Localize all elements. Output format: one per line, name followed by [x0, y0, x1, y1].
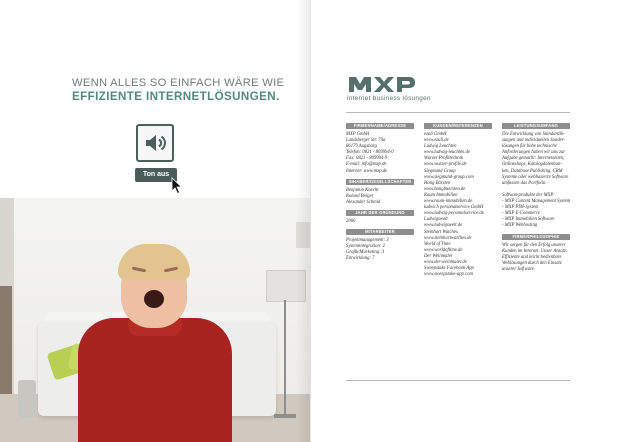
section-text-line: Onlineshops, Katalogdatenban-: [502, 162, 562, 168]
section-header: MITARBEITER: [346, 229, 414, 235]
section-text-line: - MXP Immobilien Software: [502, 217, 555, 223]
speaker-icon: [143, 131, 167, 155]
section-text-line: www.siegmund-group.com: [424, 174, 474, 180]
section-text-line: www.worldoftime.de: [424, 247, 463, 253]
section-text-line: www.steinhartwatches.de: [424, 235, 472, 241]
section-header: LEISTUNGSUMFANG: [502, 123, 570, 129]
section-text-line: Siegmund Group: [424, 168, 456, 174]
section-text-line: 2000: [346, 218, 356, 224]
section-text-line: Der Weinmaler: [424, 253, 453, 259]
top-divider: [346, 112, 570, 113]
section-text-line: lösungen für hohe technische: [502, 144, 557, 150]
section-text-line: www.raum-immobilien.de: [424, 199, 473, 205]
section-text-line: sungen und individuellen Sonder-: [502, 138, 566, 144]
section-text-line: Wurzer Profiltechnik: [424, 156, 464, 162]
section-text-line: Systemintegration: 2: [346, 244, 385, 250]
section-text-line: ludwich personalservice GmbH: [424, 205, 484, 211]
section-header: FIRMENPHILOSOPHIE: [502, 234, 570, 240]
shelf: [0, 286, 12, 406]
section-text-line: www.sweepstake-app.com: [424, 272, 473, 278]
section-text-line: www.ludwigswelt.de: [424, 223, 463, 229]
section-text-line: www.ludwig-leuchten.de: [424, 150, 471, 156]
section-text-line: Sweepstake Facebook App: [424, 266, 474, 272]
section-text-line: Kunden im Internet. Unser Ansatz:: [502, 248, 568, 254]
page-fold-shadow: [296, 0, 310, 442]
section-text-line: Effiziente und leicht bedienbare: [502, 254, 562, 260]
profile-column: [424, 123, 492, 278]
section-header: KUNDEN/REFERENZEN: [424, 123, 492, 129]
logo-tagline: internet business lösungen: [347, 95, 431, 102]
section-text-line: Weblösungen durch den Einsatz: [502, 260, 562, 266]
section-text-line: www.wurzer-profile.de: [424, 162, 467, 168]
section-header: JAHR DER GRÜNDUNG: [346, 210, 414, 216]
section-text-line: Systeme oder webbasierte Software: [502, 174, 569, 180]
section-text-line: Telefon: 0821 - 809994-0: [346, 150, 394, 156]
floor-lamp-pole: [284, 300, 286, 418]
section-text-line: Alexander Schmid: [346, 199, 381, 205]
section-text-line: - MXP Content Management System: [502, 199, 571, 205]
section-text-line: ezuli GmbH: [424, 132, 447, 137]
mute-button[interactable]: Ton aus: [135, 168, 177, 182]
section-text-line: Benjamin Knecht: [346, 187, 379, 193]
section-text-line: Steinhart Watches: [424, 229, 458, 235]
section-text-line: Aufgabe gemacht: Internetseiten,: [502, 156, 565, 162]
red-sweater: [78, 318, 232, 442]
section-header: INHABER/GESELLSCHAFTER: [346, 179, 414, 185]
section-text-line: ken, Database Publishing, CRM: [502, 168, 563, 174]
profile-column: [502, 123, 570, 273]
section-text-line: Entwicklung: 7: [346, 256, 375, 262]
section-text-line: World of Time: [424, 241, 451, 247]
section-text-line: - MXP E-Commerce: [502, 211, 541, 217]
section-text-line: Raum Immobilien: [424, 192, 458, 198]
vase: [18, 380, 36, 418]
section-text-line: Wir sorgen für den Erfolg unserer: [502, 242, 566, 248]
section-text-line: E-mail: info@mxp.de: [346, 162, 387, 168]
mouse-cursor-icon: [171, 177, 183, 195]
child-hair: [118, 244, 190, 280]
section-text-line: - MXP Webhosting: [502, 223, 538, 229]
section-text-line: - MXP PIM-System: [502, 205, 539, 211]
bottom-divider: [346, 380, 570, 381]
section-text-line: Ludwigswelt: [424, 217, 448, 223]
headline-line-1: WENN ALLES SO EINFACH WÄRE WIE: [72, 77, 285, 89]
section-text-line: Roland Berger: [346, 193, 374, 199]
headline: [72, 77, 284, 103]
open-mouth: [144, 290, 164, 308]
section-text-line: Die Entwicklung von Standardlö-: [502, 132, 565, 137]
section-text-line: Internet: www.mxp.de: [346, 168, 388, 174]
mxp-logo: [347, 74, 417, 94]
section-text-line: www.der-weinmaler.de: [424, 259, 467, 265]
section-text-line: umfassen das Portfolio.: [502, 180, 547, 186]
profile-column: [346, 123, 414, 262]
section-text-line: Hang Börsten: [424, 180, 451, 186]
section-text-line: Fax: 0821 - 809994-9: [346, 156, 388, 162]
section-text-line: Softwareprodukte der MXP:: [502, 192, 555, 198]
page-fold: [310, 0, 311, 442]
section-text-line: 86179 Augsburg: [346, 144, 377, 150]
headline-line-2: EFFIZIENTE INTERNETLÖSUNGEN.: [72, 90, 280, 103]
section-text-line: www.ezuli.de: [424, 138, 449, 144]
section-text-line: www.ludwig-personalservice.de: [424, 211, 484, 217]
section-text-line: MXP GmbH: [346, 132, 370, 137]
floor-lamp-base: [274, 414, 296, 418]
section-text-line: unserer Software.: [502, 266, 535, 272]
section-text-line: www.hangbuersten.de: [424, 186, 466, 192]
section-text-line: Projektmanagement: 3: [346, 238, 389, 244]
section-text-line: Anforderungen haben wir uns zur: [502, 150, 566, 156]
speaker-button[interactable]: [136, 124, 174, 162]
section-header: FIRMENNAME/ADRESSE: [346, 123, 414, 129]
section-text-line: Grafik/Marketing: 3: [346, 250, 385, 256]
section-text-line: Landsberger Str. 79a: [346, 138, 386, 144]
crying-child: [78, 244, 232, 442]
section-text-line: Ludwig Leuchten: [424, 144, 457, 150]
